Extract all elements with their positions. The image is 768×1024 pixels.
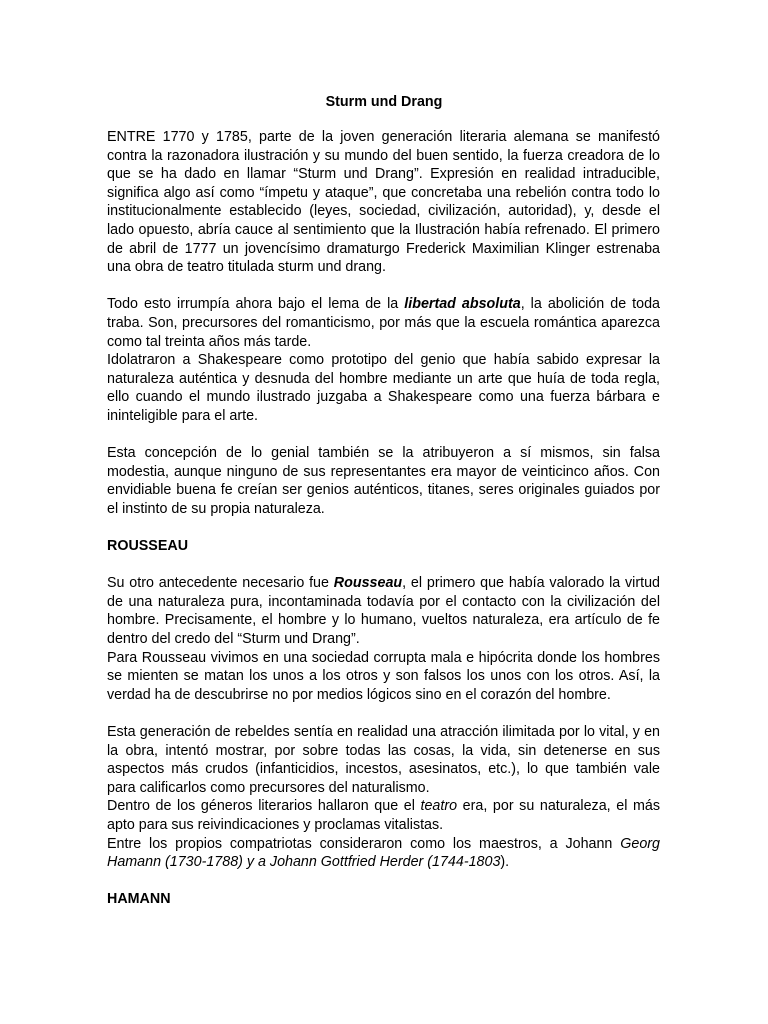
paragraph-libertad: [107, 295, 660, 351]
paragraph-text: Todo esto irrumpía ahora bajo el lema de la: [107, 296, 405, 313]
section-heading-hamann: HAMANN: [107, 891, 171, 908]
emphasis-rousseau: Rousseau: [333, 575, 403, 592]
document-body: [107, 128, 660, 909]
emphasis-libertad-absoluta: libertad absoluta: [404, 296, 521, 313]
paragraph-rousseau-sociedad: Para Rousseau vivimos en una sociedad corrupta mala e hipócrita donde los hombres se mienten se matan los unos a los otros y son falsos los unos con los otros. Así, la verdad ha de descubrirse no por medios lógicos sino en el corazón del hombre.: [107, 649, 660, 703]
emphasis-hamann-herder: Georg Hamann (1730-1788) y a Johann Gottfried Herder (1744-1803: [107, 835, 660, 871]
paragraph-text: ).: [500, 854, 510, 871]
document-title: Sturm und Drang: [325, 94, 443, 110]
paragraph-shakespeare: Idolatraron a Shakespeare como prototipo del genio que había sabido expresar la naturaleza auténtica y desnuda del hombre mediante un arte que huía de toda regla, ello cuando el mundo ilustrado juzgaba a Shakespeare como una fuerza bárbara e ininteligible para el arte.: [107, 352, 660, 424]
section-heading-rousseau: ROUSSEAU: [107, 538, 189, 555]
paragraph-text: Su otro antecedente necesario fue: [107, 575, 334, 592]
paragraph-text: era, por su naturaleza, el más apto para sus reivindicaciones y proclamas vitalistas.: [107, 798, 660, 833]
emphasis-teatro: teatro: [420, 798, 458, 815]
paragraph-genio: Esta concepción de lo genial también se la atribuyeron a sí mismos, sin falsa modestia, aunque ninguno de sus representantes era mayor de veinticinco años. Con envidiable buena fe creían ser genios auténticos, titanes, seres originales guiados por el instinto de su propia naturaleza.: [107, 445, 660, 517]
paragraph-rousseau-antecedente: [107, 574, 660, 648]
paragraph-text: Dentro de los géneros literarios hallaron que el: [107, 798, 421, 815]
paragraph-teatro: [107, 797, 660, 834]
paragraph-text: , el primero que había valorado la virtud de una naturaleza pura, incontaminada todavía por el contacto con la civilización del hombre. Precisamente, el hombre y lo humano, vueltos naturaleza, era artículo de fe dentro del credo del “Sturm und Drang”.: [107, 575, 660, 648]
paragraph-text: Entre los propios compatriotas consideraron como los maestros, a Johann: [107, 835, 621, 852]
paragraph-maestros: [107, 835, 660, 872]
paragraph-intro: ENTRE 1770 y 1785, parte de la joven generación literaria alemana se manifestó contra la razonadora ilustración y su mundo del buen sentido, la fuerza creadora de lo que se ha dado en llamar “Sturm und Drang”. Expresión en realidad intraducible, significa algo así como “ímpetu y ataque”, que concretaba una rebelión contra todo lo institucionalmente establecido (leyes, sociedad, civilización, autoridad), y, desde el lado opuesto, abría cauce al sentimiento que la Ilustración había refrenado. El primero de abril de 1777 un jovencísimo dramaturgo Frederick Maximilian Klinger estrenaba una obra de teatro titulada sturm und drang.: [107, 129, 660, 276]
paragraph-generacion-rebeldes: Esta generación de rebeldes sentía en realidad una atracción ilimitada por lo vital, y en la obra, intentó mostrar, por sobre todas las cosas, la vida, sin detenerse en sus aspectos más crudos (infanticidios, incestos, asesinatos, etc.), lo que también vale para calificarlos como precursores del naturalismo.: [107, 724, 660, 796]
paragraph-text: , la abolición de toda traba. Son, precursores del romanticismo, por más que la escuela romántica aparezca como tal treinta años más tarde.: [107, 296, 660, 350]
